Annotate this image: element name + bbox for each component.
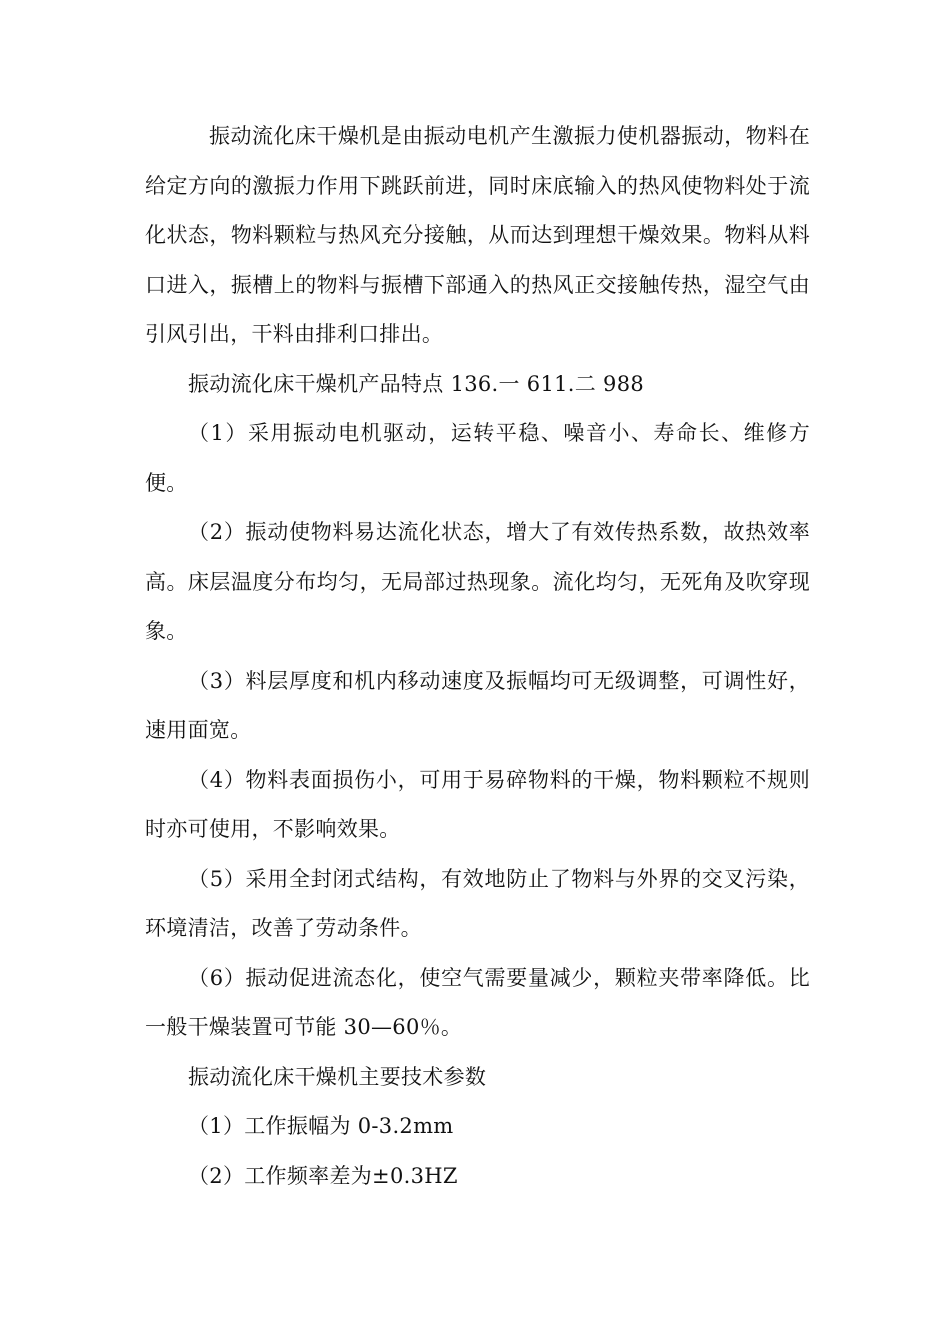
intro-paragraph: 振动流化床干燥机是由振动电机产生激振力使机器振动，物料在给定方向的激振力作用下跳跃前进，同时床底输入的热风使物料处于流化状态，物料颗粒与热风充分接触，从而达到理想干燥效果。物料从料口进入，振槽上的物料与振槽下部通入的热风正交接触传热，湿空气由引风引出，干料由排利口排出。: [145, 124, 810, 346]
feature-item-5: （5）采用全封闭式结构，有效地防止了物料与外界的交叉污染，环境清洁，改善了劳动条件。: [145, 866, 810, 940]
param-item-1: （1）工作振幅为 0-3.2mm: [188, 1114, 454, 1138]
document-body: [145, 112, 810, 1201]
param-item-2: （2）工作频率差为±0.3HZ: [188, 1163, 458, 1188]
feature-item-3: （3）料层厚度和机内移动速度及振幅均可无级调整，可调性好，速用面宽。: [145, 668, 810, 742]
feature-item-2: （2）振动使物料易达流化状态，增大了有效传热系数，故热效率高。床层温度分布均匀，无局部过热现象。流化均匀，无死角及吹穿现象。: [145, 520, 810, 643]
feature-item-4: （4）物料表面损伤小，可用于易碎物料的干燥，物料颗粒不规则时亦可使用，不影响效果。: [145, 767, 810, 841]
features-heading: 振动流化床干燥机产品特点 136.一 611.二 988: [188, 371, 645, 396]
feature-item-1: （1）采用振动电机驱动，运转平稳、噪音小、寿命长、维修方便。: [145, 421, 810, 495]
feature-item-6: （6）振动促进流态化，使空气需要量减少，颗粒夹带率降低。比一般干燥装置可节能 30—60％。: [145, 965, 810, 1039]
params-heading: 振动流化床干燥机主要技术参数: [188, 1064, 487, 1089]
